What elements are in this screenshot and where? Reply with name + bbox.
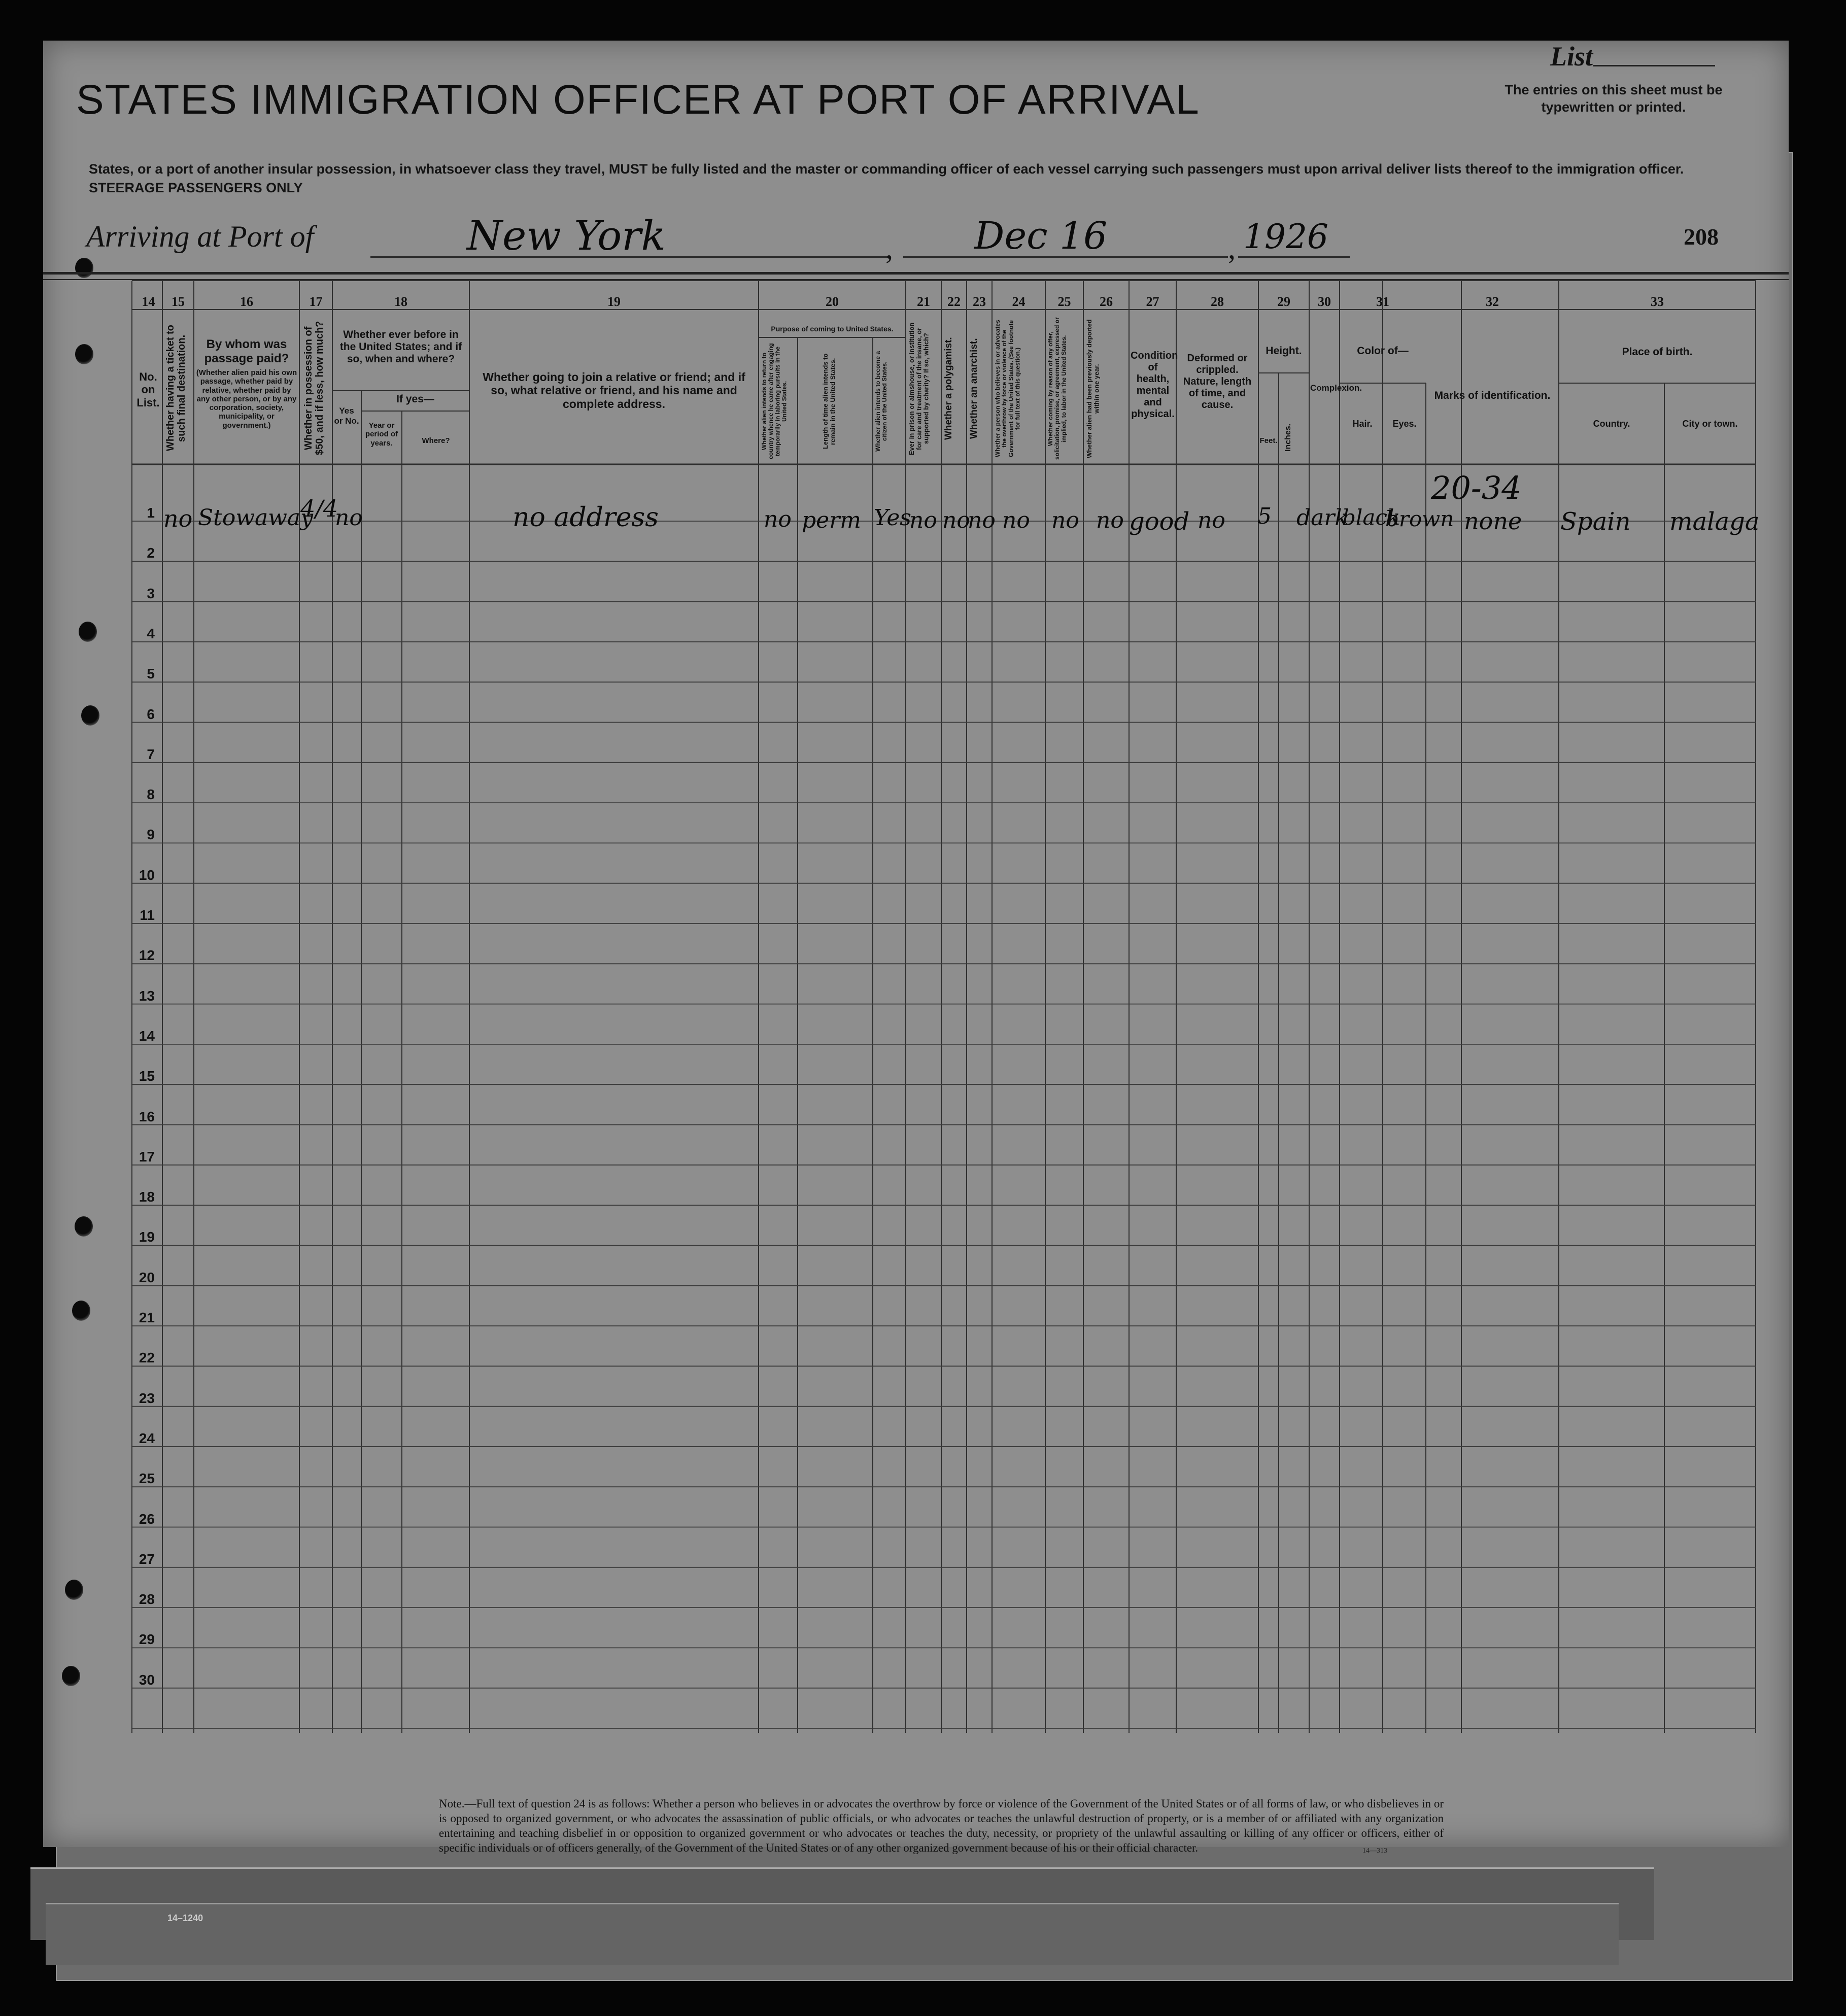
row-number: 15 — [139, 1068, 155, 1084]
entry-passage-paid: Stowaway — [198, 505, 313, 531]
list-label: List — [1550, 41, 1593, 72]
row-number: 12 — [139, 947, 155, 964]
header-overthrow: Whether a person who believes in or advocates the overthrow by force or violence of the Government of the United States. (See footnote for full text of this question.) — [994, 320, 1021, 458]
header-deformed: Deformed or crippled. Nature, length of time, and cause. — [1183, 353, 1252, 411]
row-number: 7 — [147, 746, 155, 762]
entry-country: Spain — [1560, 507, 1631, 536]
header-city: City or town. — [1682, 419, 1738, 429]
column-number: 28 — [1211, 294, 1224, 309]
entry-money: 4/4 — [300, 495, 338, 522]
footnote-question-24: Note.—Full text of question 24 is as follows: Whether a person who believes in or advocates the overthrow by force or violence of the Government of the United States or of all forms of law, or who disbelieves in or is opposed to organized government, or who advocates the assassination of public officials, or who advocates or teaches the unlawful destruction of property, or is a member of or affiliated with any organization entertaining and teaching disbelief in or opposition to organized government or who advocates or teaches the duty, necessity, or propriety of the unlawful assaulting or killing of any officer or officers, either of specific individuals or of officers generally, of the Government of the United States or of any other organized government because of his or their official character. — [439, 1797, 1444, 1854]
row-number: 6 — [147, 706, 155, 722]
print-code: 14—313 — [1362, 1847, 1387, 1855]
entry-deported: no — [1096, 507, 1124, 533]
entry-prison: no — [909, 507, 937, 533]
header-no-on-list: No. on List. — [136, 370, 160, 409]
date-value: Dec 16 — [974, 214, 1108, 258]
entry-joining: no address — [512, 502, 659, 533]
column-number: 23 — [973, 294, 986, 309]
column-number: 16 — [240, 294, 253, 309]
row-number: 30 — [139, 1671, 155, 1688]
header-purpose: Purpose of coming to United States. — [771, 325, 894, 333]
entry-citizen-intent: Yes — [874, 505, 911, 531]
row-number: 23 — [139, 1390, 155, 1406]
column-number: 33 — [1651, 294, 1664, 309]
column-number: 17 — [309, 294, 323, 309]
entry-polygamist: no — [942, 507, 970, 533]
column-number: 30 — [1318, 294, 1331, 309]
column-number: 31 — [1376, 294, 1389, 309]
column-number: 26 — [1100, 294, 1113, 309]
header-anarchist: Whether an anarchist. — [969, 338, 979, 439]
row-number: 5 — [147, 666, 155, 682]
entry-ticket: no — [163, 505, 193, 532]
row-number: 25 — [139, 1471, 155, 1487]
entry-health: good — [1129, 507, 1190, 536]
page-title: STATES IMMIGRATION OFFICER AT PORT OF ARRIVAL — [76, 77, 1200, 123]
row-number: 22 — [139, 1350, 155, 1366]
header-eyes: Eyes. — [1392, 419, 1417, 429]
row-number: 2 — [147, 545, 155, 561]
entry-deformed: no — [1198, 507, 1225, 533]
row-number: 4 — [147, 625, 155, 641]
entry-eyes: brown — [1385, 506, 1454, 531]
column-number: 15 — [172, 294, 185, 309]
passenger-class-text: STEERAGE PASSENGERS ONLY — [89, 180, 303, 195]
header-complexion: Complexion. — [1310, 383, 1362, 393]
header-purpose-citizen: Whether alien intends to become a citizen of the United States. — [874, 351, 888, 452]
column-number: 25 — [1057, 294, 1071, 309]
row-number: 21 — [139, 1310, 155, 1325]
row-number: 29 — [139, 1631, 155, 1648]
header-ticket: Whether having a ticket to such final destination. — [165, 325, 187, 452]
row-number: 28 — [139, 1591, 155, 1608]
row-number: 11 — [140, 907, 155, 923]
entry-city: malaga — [1669, 507, 1760, 536]
header-purpose-length: Length of time alien intends to remain in the United States. — [822, 353, 837, 450]
row-number: 17 — [139, 1148, 155, 1165]
header-passage-paid — [196, 337, 297, 430]
header-period: Year or period of years. — [365, 421, 398, 448]
page-number: 208 — [1684, 224, 1719, 250]
row-number: 27 — [139, 1551, 155, 1567]
port-value: New York — [467, 212, 666, 259]
header-place-of-birth: Place of birth. — [1622, 346, 1693, 358]
header-labor-offer: Whether coming by reason of any offer, solicitation, promise, or agreement, expressed or implied, to labor in the United States. — [1047, 317, 1068, 460]
row-number: 1 — [147, 505, 155, 521]
header-inches: Inches. — [1284, 423, 1292, 452]
header-polygamist: Whether a polygamist. — [943, 337, 954, 440]
entry-before-in-us: no — [335, 505, 363, 531]
header-deported: Whether alien had been previously deported within one year. — [1085, 319, 1101, 458]
row-number: 10 — [139, 867, 155, 883]
entry-feet: 5 — [1257, 503, 1272, 529]
row-number: 19 — [139, 1229, 155, 1245]
column-number: 20 — [826, 294, 839, 309]
header-passage-paid-sublabel: (Whether alien paid his own passage, whether paid by relative, whether paid by any other person, or by any corporation, society, municipality, or government.) — [196, 368, 297, 430]
header-height: Height. — [1266, 345, 1302, 357]
column-number: 22 — [947, 294, 961, 309]
header-passage-paid-label: By whom was passage paid? — [204, 337, 289, 365]
entry-labor-offer: no — [1051, 507, 1079, 533]
header-fifty-dollars: Whether in possession of $50, and if less, how much? — [303, 321, 325, 456]
column-number: 19 — [607, 294, 621, 309]
entry-anarchist: no — [968, 507, 996, 533]
entry-annotation: 20-34 — [1431, 469, 1522, 506]
entry-complexion: dark — [1296, 505, 1349, 531]
row-number: 3 — [147, 585, 155, 601]
header-before-in-us: Whether ever before in the United States; and if so, when and where? — [339, 329, 462, 365]
column-number: 29 — [1277, 294, 1290, 309]
row-number: 20 — [139, 1269, 155, 1285]
column-number: 27 — [1146, 294, 1159, 309]
entry-return-intent: no — [764, 506, 792, 532]
row-number: 9 — [147, 827, 155, 843]
header-health: Condition of health, mental and physical. — [1131, 350, 1178, 420]
header-prison: Ever in prison or almshouse, or institution for care and treatment of the insane, or supported by charity? If so, which? — [908, 322, 930, 455]
header-color: Color of— — [1357, 345, 1409, 357]
row-number: 13 — [139, 987, 155, 1004]
form-number: 14–1240 — [167, 1913, 203, 1923]
header-joining: Whether going to join a relative or friend; and if so, what relative or friend, and his name and complete address. — [483, 370, 745, 411]
column-number: 24 — [1012, 294, 1025, 309]
comma: , — [1228, 231, 1236, 265]
row-number: 8 — [147, 787, 155, 803]
column-number: 18 — [394, 294, 407, 309]
comma: , — [885, 231, 893, 265]
row-number: 24 — [139, 1430, 155, 1446]
header-before-yes-no: Yes or No. — [334, 406, 359, 426]
column-number: 32 — [1486, 294, 1499, 309]
column-number: 14 — [142, 294, 155, 309]
instruction-text: States, or a port of another insular possession, in whatsoever class they travel, MUST be fully listed and the master or commanding officer of each vessel carrying such passengers must upon arrival deliver lists thereof to the immigration officer. — [89, 161, 1684, 177]
entries-note: The entries on this sheet must be typewritten or printed. — [1505, 82, 1723, 115]
year-value: 1926 — [1243, 217, 1328, 256]
entry-overthrow: no — [1002, 507, 1030, 533]
header-purpose-return: Whether alien intends to return to country whence he came after engaging temporarily in laboring pursuits in the United States. — [761, 343, 788, 460]
header-feet: Feet. — [1259, 436, 1278, 445]
header-marks: Marks of identification. — [1434, 390, 1551, 401]
header-if-yes: If yes— — [396, 393, 434, 405]
row-number: 16 — [139, 1108, 155, 1124]
arriving-label: Arriving at Port of — [86, 220, 314, 253]
row-number: 26 — [139, 1511, 155, 1527]
entry-marks: none — [1464, 507, 1522, 535]
header-hair: Hair. — [1352, 419, 1373, 429]
entry-length-of-stay: perm — [802, 507, 861, 533]
header-country: Country. — [1593, 419, 1630, 429]
header-where: Where? — [422, 436, 450, 445]
column-number: 21 — [917, 294, 930, 309]
row-number: 18 — [139, 1189, 155, 1205]
entry-hair: black — [1342, 505, 1400, 530]
row-number: 14 — [139, 1028, 155, 1044]
